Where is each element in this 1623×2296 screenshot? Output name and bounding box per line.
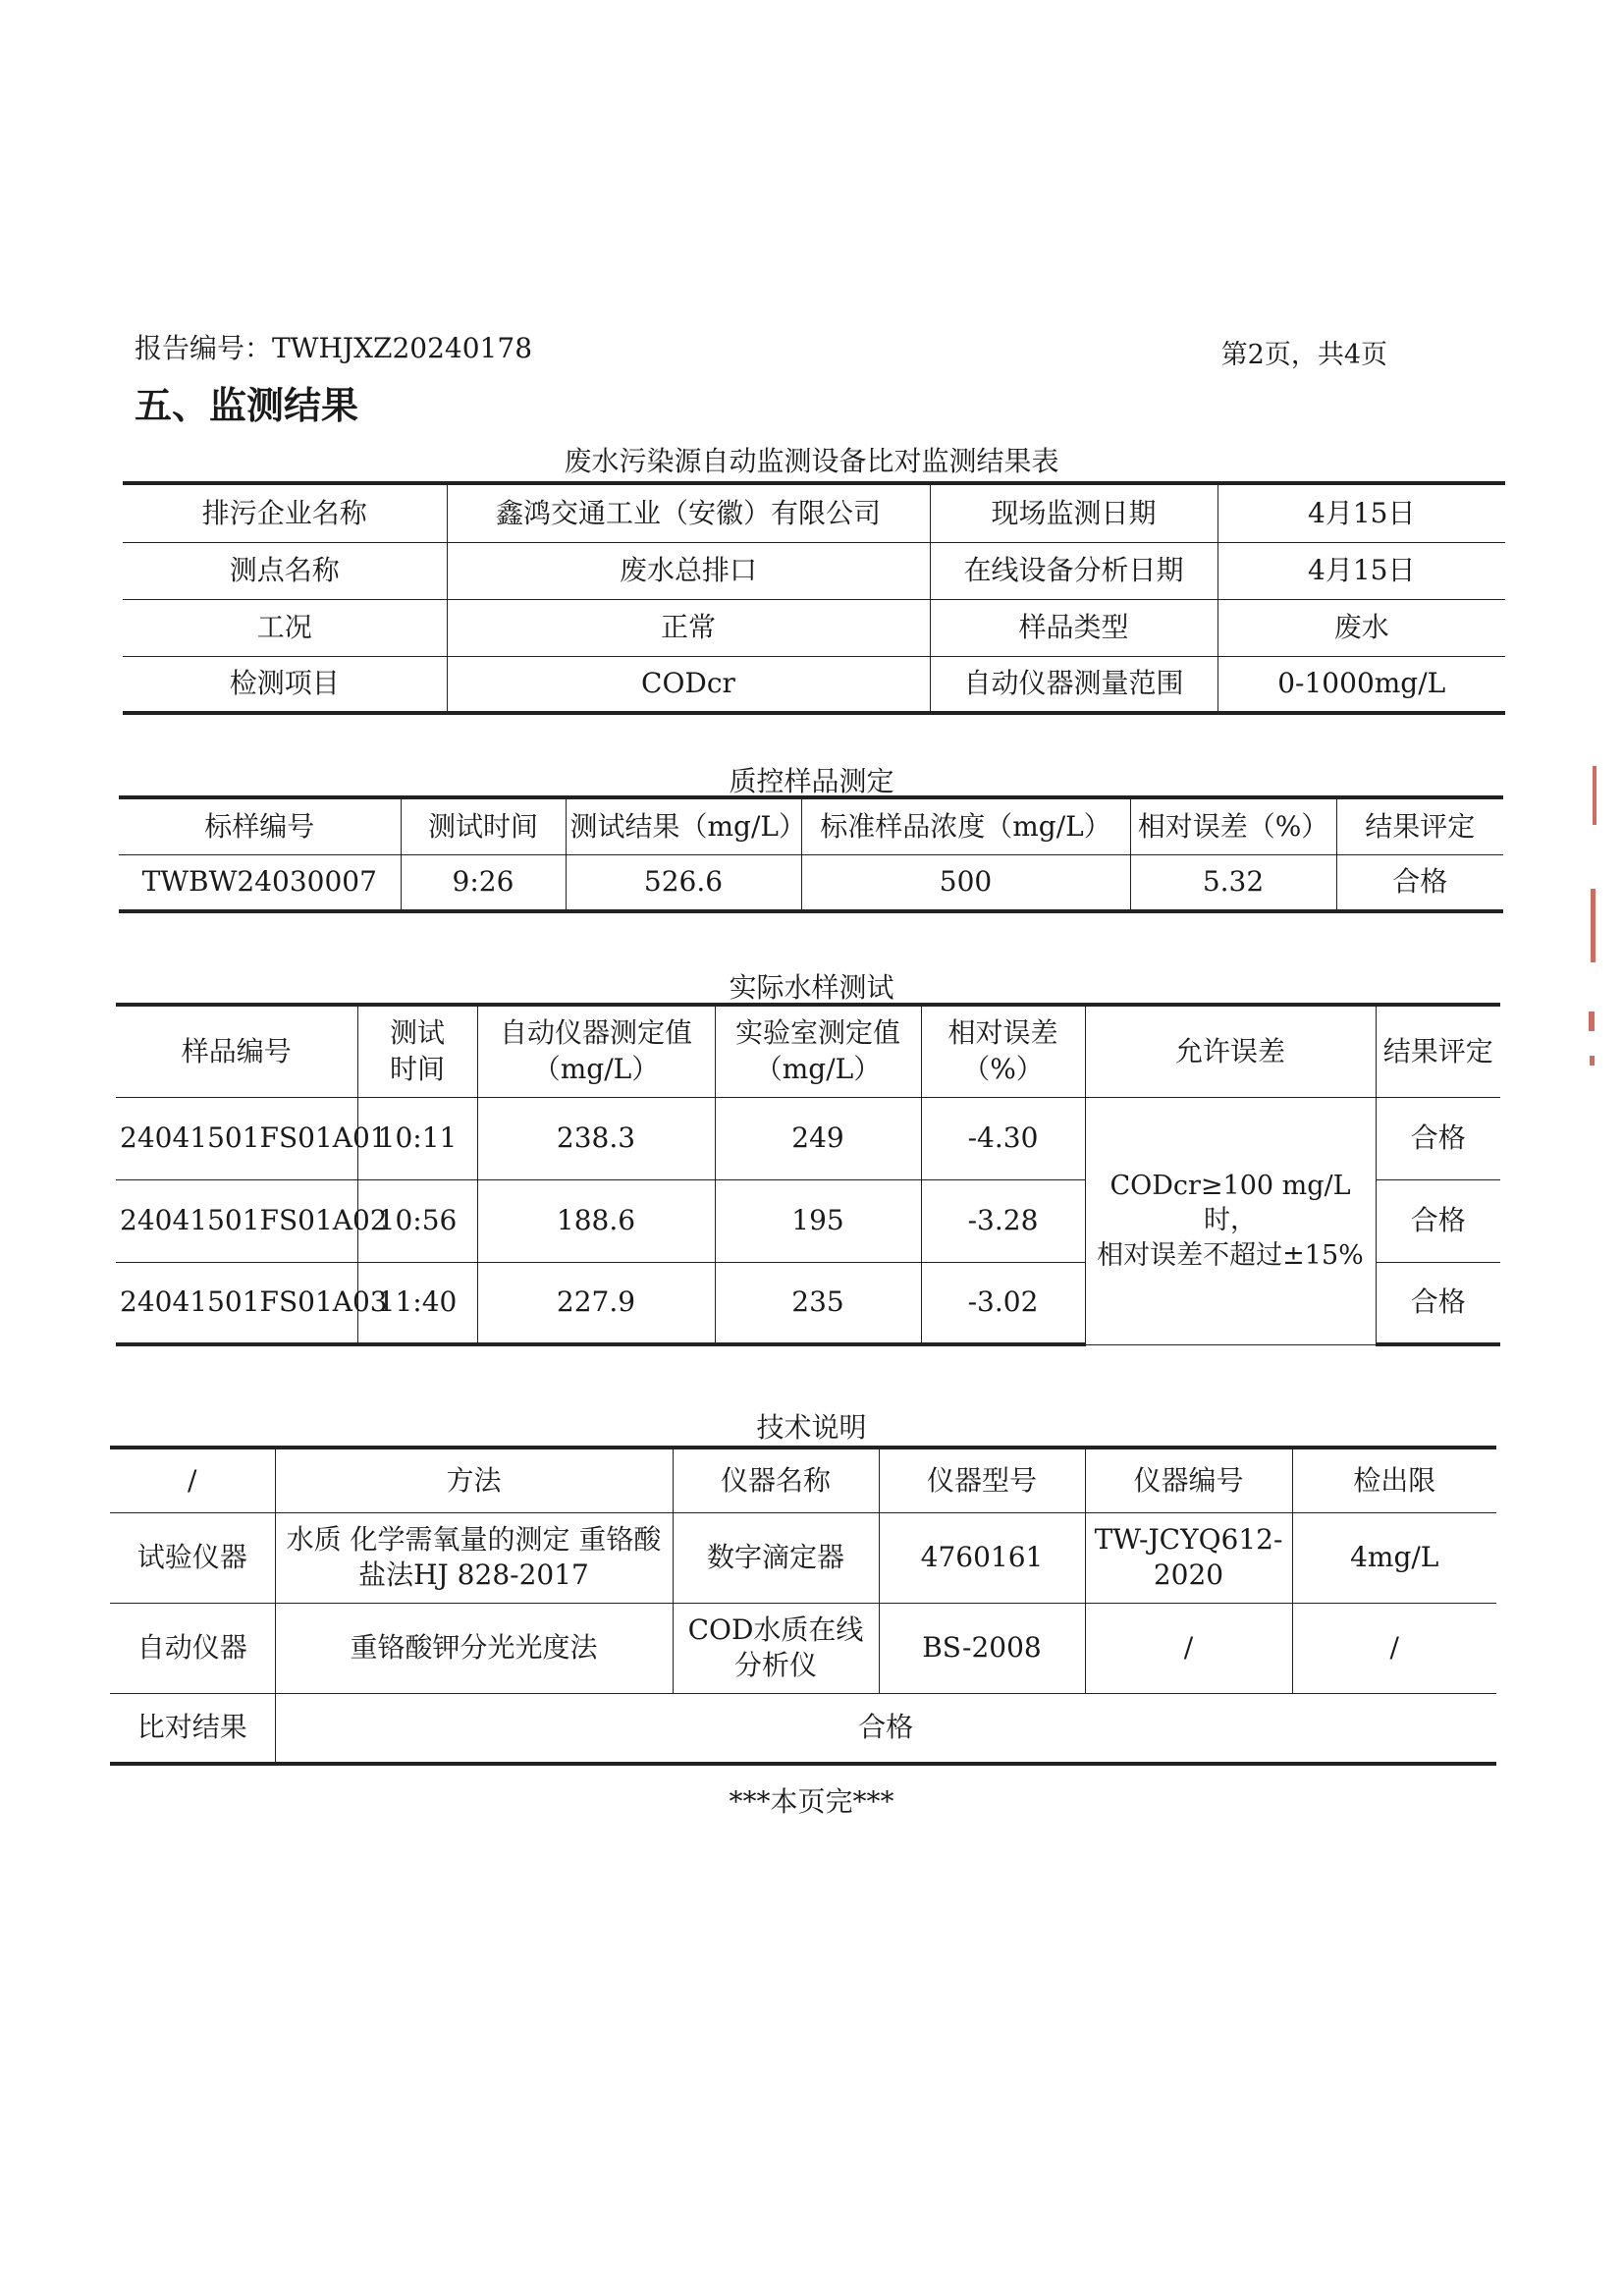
column-header: 测试时间 <box>401 797 566 854</box>
column-header: / <box>110 1448 275 1512</box>
table1-caption: 废水污染源自动监测设备比对监测结果表 <box>564 445 1059 477</box>
column-header: 相对误差 （%） <box>921 1005 1085 1097</box>
cell: 4760161 <box>879 1512 1085 1603</box>
cell: 24041501FS01A01 <box>116 1097 357 1179</box>
column-header: 仪器型号 <box>879 1448 1085 1512</box>
table-row <box>123 656 1505 713</box>
table3-caption: 实际水样测试 <box>729 971 894 1004</box>
cell: 188.6 <box>477 1179 715 1262</box>
cell: 4月15日 <box>1217 542 1505 599</box>
cell: 合格 <box>1376 1262 1500 1344</box>
cell: -3.28 <box>921 1179 1085 1262</box>
seal-mark <box>1590 1056 1595 1066</box>
cell: 正常 <box>447 599 930 656</box>
cell: 500 <box>801 854 1130 911</box>
cell: 废水总排口 <box>447 542 930 599</box>
cell: 自动仪器测量范围 <box>930 656 1217 713</box>
table-row <box>110 1603 1496 1693</box>
cell: 235 <box>715 1262 921 1344</box>
sample-table <box>116 1003 1500 1346</box>
cell: 鑫鸿交通工业（安徽）有限公司 <box>447 483 930 542</box>
cell: 11:40 <box>357 1262 477 1344</box>
cell: 249 <box>715 1097 921 1179</box>
page-info: 第2页，共4页 <box>1220 340 1387 370</box>
cell: 9:26 <box>401 854 566 911</box>
seal-mark <box>1589 1011 1595 1031</box>
table-row <box>123 483 1505 542</box>
cell: BS-2008 <box>879 1603 1085 1693</box>
column-header: 相对误差（%） <box>1130 797 1336 854</box>
cell: 4月15日 <box>1217 483 1505 542</box>
table-row <box>110 1693 1496 1764</box>
column-header: 允许误差 <box>1085 1005 1376 1097</box>
table-row <box>123 542 1505 599</box>
cell: 自动仪器 <box>110 1603 275 1693</box>
cell: CODcr <box>447 656 930 713</box>
cell: 24041501FS01A02 <box>116 1179 357 1262</box>
cell: 526.6 <box>566 854 801 911</box>
cell: COD水质在线 分析仪 <box>673 1603 879 1693</box>
table-header-row <box>119 797 1503 854</box>
table2-caption: 质控样品测定 <box>729 765 894 797</box>
cell: 水质 化学需氧量的测定 重铬酸 盐法HJ 828-2017 <box>275 1512 673 1603</box>
qc-table <box>119 795 1503 913</box>
table-header-row <box>110 1448 1496 1512</box>
column-header: 标准样品浓度（mg/L） <box>801 797 1130 854</box>
cell: 合格 <box>1376 1179 1500 1262</box>
column-header: 测试 时间 <box>357 1005 477 1097</box>
section-title: 五、监测结果 <box>135 384 359 427</box>
cell: 4mg/L <box>1292 1512 1496 1603</box>
table-row <box>123 599 1505 656</box>
cell: 排污企业名称 <box>123 483 447 542</box>
cell: / <box>1085 1603 1292 1693</box>
cell: 工况 <box>123 599 447 656</box>
cell: 数字滴定器 <box>673 1512 879 1603</box>
cell: 测点名称 <box>123 542 447 599</box>
cell: 227.9 <box>477 1262 715 1344</box>
column-header: 样品编号 <box>116 1005 357 1097</box>
compare-label: 比对结果 <box>110 1693 275 1764</box>
column-header: 实验室测定值 （mg/L） <box>715 1005 921 1097</box>
column-header: 测试结果（mg/L） <box>566 797 801 854</box>
seal-mark <box>1591 889 1596 962</box>
cell: 238.3 <box>477 1097 715 1179</box>
cell: 195 <box>715 1179 921 1262</box>
cell: 10:11 <box>357 1097 477 1179</box>
cell: 废水 <box>1217 599 1505 656</box>
report-number: 报告编号：TWHJXZ20240178 <box>135 332 533 364</box>
page-end-note: ***本页完*** <box>729 1785 894 1818</box>
cell: 样品类型 <box>930 599 1217 656</box>
compare-value: 合格 <box>275 1693 1496 1764</box>
cell: TW-JCYQ612- 2020 <box>1085 1512 1292 1603</box>
column-header: 仪器编号 <box>1085 1448 1292 1512</box>
cell: TWBW24030007 <box>119 854 401 911</box>
cell: / <box>1292 1603 1496 1693</box>
cell: 现场监测日期 <box>930 483 1217 542</box>
cell: 合格 <box>1336 854 1503 911</box>
cell: -4.30 <box>921 1097 1085 1179</box>
cell: 试验仪器 <box>110 1512 275 1603</box>
column-header: 仪器名称 <box>673 1448 879 1512</box>
cell: 24041501FS01A03 <box>116 1262 357 1344</box>
info-table <box>123 481 1505 715</box>
cell: 重铬酸钾分光光度法 <box>275 1603 673 1693</box>
table4-caption: 技术说明 <box>756 1411 867 1444</box>
cell: 检测项目 <box>123 656 447 713</box>
cell: 10:56 <box>357 1179 477 1262</box>
cell: 在线设备分析日期 <box>930 542 1217 599</box>
tech-table <box>110 1446 1496 1766</box>
column-header: 检出限 <box>1292 1448 1496 1512</box>
table-row <box>110 1512 1496 1603</box>
column-header: 方法 <box>275 1448 673 1512</box>
cell: 合格 <box>1376 1097 1500 1179</box>
column-header: 标样编号 <box>119 797 401 854</box>
column-header: 结果评定 <box>1376 1005 1500 1097</box>
allowed-error-cell: CODcr≥100 mg/L时， 相对误差不超过±15% <box>1085 1097 1376 1344</box>
column-header: 结果评定 <box>1336 797 1503 854</box>
cell: 5.32 <box>1130 854 1336 911</box>
cell: 0-1000mg/L <box>1217 656 1505 713</box>
cell: -3.02 <box>921 1262 1085 1344</box>
seal-mark <box>1593 766 1596 825</box>
table-header-row <box>116 1005 1500 1097</box>
column-header: 自动仪器测定值 （mg/L） <box>477 1005 715 1097</box>
table-row <box>119 854 1503 911</box>
table-row <box>116 1097 1500 1179</box>
